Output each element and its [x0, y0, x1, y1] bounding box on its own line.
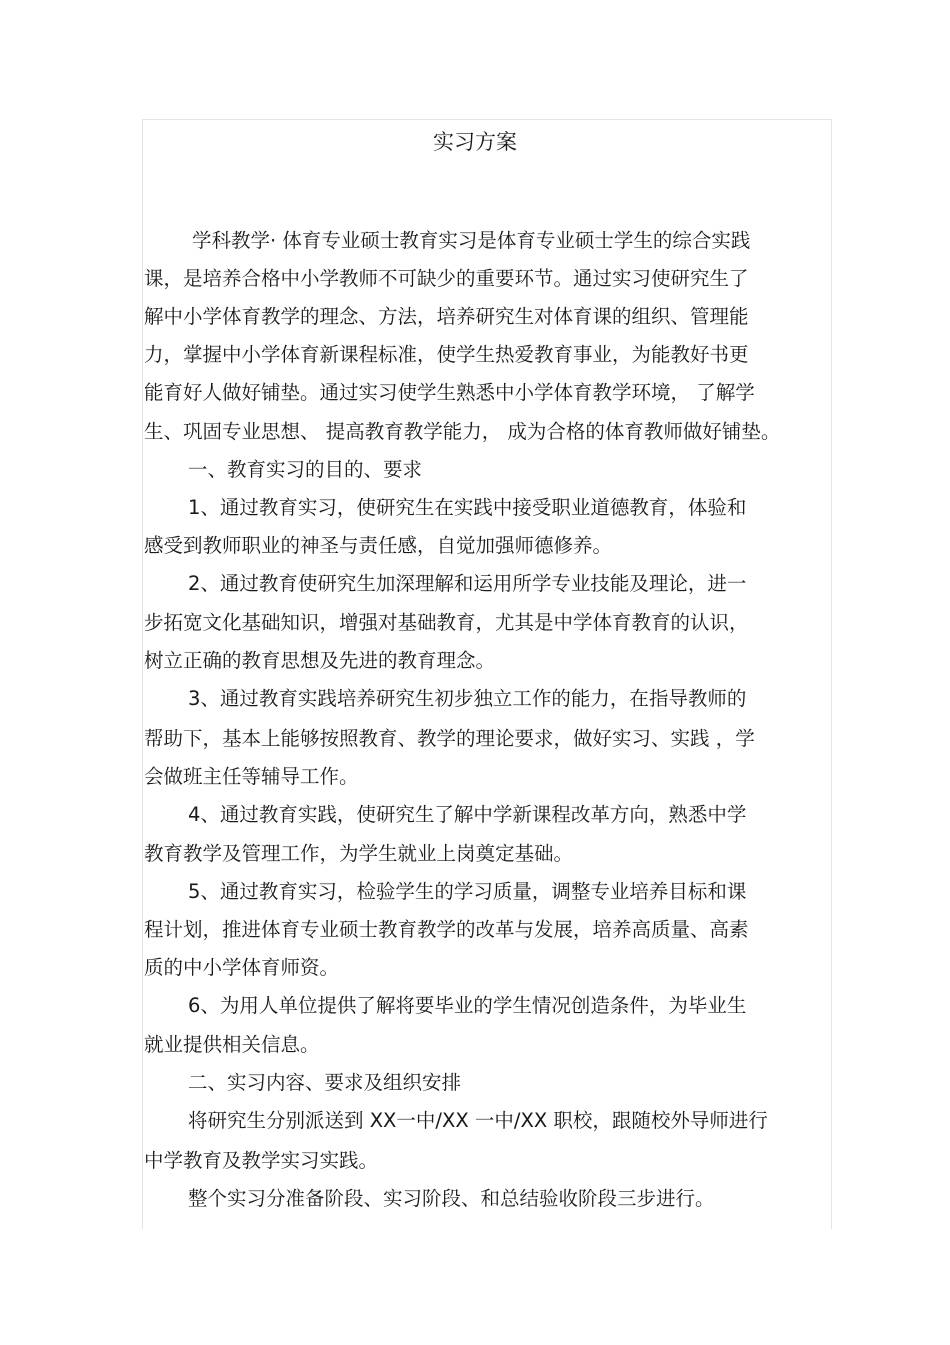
paragraph-line: 2、通过教育使研究生加深理解和运用所学专业技能及理论，进一: [188, 572, 747, 595]
document-title: 实习方案: [433, 130, 517, 154]
paragraph-line: 就业提供相关信息。: [144, 1033, 320, 1056]
paragraph-line: 课，是培养合格中小学教师不可缺少的重要环节。通过实习使研究生了: [144, 267, 749, 290]
paragraph-line: 步拓宽文化基础知识，增强对基础教育，尤其是中学体育教育的认识，: [144, 611, 749, 634]
paragraph-line: 学科教学· 体育专业硕士教育实习是体育专业硕士学生的综合实践: [192, 229, 751, 252]
paragraph-line: 教育教学及管理工作，为学生就业上岗奠定基础。: [144, 842, 574, 865]
paragraph-line: 质的中小学体育师资。: [144, 956, 340, 979]
section-heading: 一、教育实习的目的、要求: [188, 458, 423, 481]
paragraph-line: 1、通过教育实习，使研究生在实践中接受职业道德教育，体验和: [188, 496, 747, 519]
paragraph-line: 会做班主任等辅导工作。: [144, 765, 359, 788]
paragraph-line: 树立正确的教育思想及先进的教育理念。: [144, 649, 496, 672]
paragraph-line: 4、通过教育实践，使研究生了解中学新课程改革方向，熟悉中学: [188, 803, 747, 826]
paragraph-line: 5、通过教育实习，检验学生的学习质量，调整专业培养目标和课: [188, 880, 747, 903]
paragraph-line: 6、为用人单位提供了解将要毕业的学生情况创造条件，为毕业生: [188, 994, 747, 1017]
paragraph-line: 能育好人做好铺垫。通过实习使学生熟悉中小学体育教学环境， 了解学: [144, 381, 755, 404]
paragraph-line: 整个实习分准备阶段、实习阶段、和总结验收阶段三步进行。: [188, 1187, 715, 1210]
paragraph-line: 帮助下，基本上能够按照教育、教学的理论要求，做好实习、实践 ，学: [144, 727, 755, 750]
section-heading: 二、实习内容、要求及组织安排: [188, 1071, 462, 1094]
paragraph-line: 中学教育及教学实习实践。: [144, 1149, 379, 1172]
paragraph-line: 程计划，推进体育专业硕士教育教学的改革与发展，培养高质量、高素: [144, 918, 749, 941]
paragraph-line: 将研究生分别派送到 XX一中/XX 一中/XX 职校，跟随校外导师进行: [188, 1109, 768, 1132]
paragraph-line: 3、通过教育实践培养研究生初步独立工作的能力，在指导教师的: [188, 687, 747, 710]
paragraph-line: 解中小学体育教学的理念、方法，培养研究生对体育课的组织、管理能: [144, 305, 749, 328]
paragraph-line: 感受到教师职业的神圣与责任感，自觉加强师德修养。: [144, 534, 613, 557]
paragraph-line: 力，掌握中小学体育新课程标准，使学生热爱教育事业，为能教好书更: [144, 343, 749, 366]
paragraph-line: 生、巩固专业思想、 提高教育教学能力， 成为合格的体育教师做好铺垫。: [144, 420, 781, 443]
